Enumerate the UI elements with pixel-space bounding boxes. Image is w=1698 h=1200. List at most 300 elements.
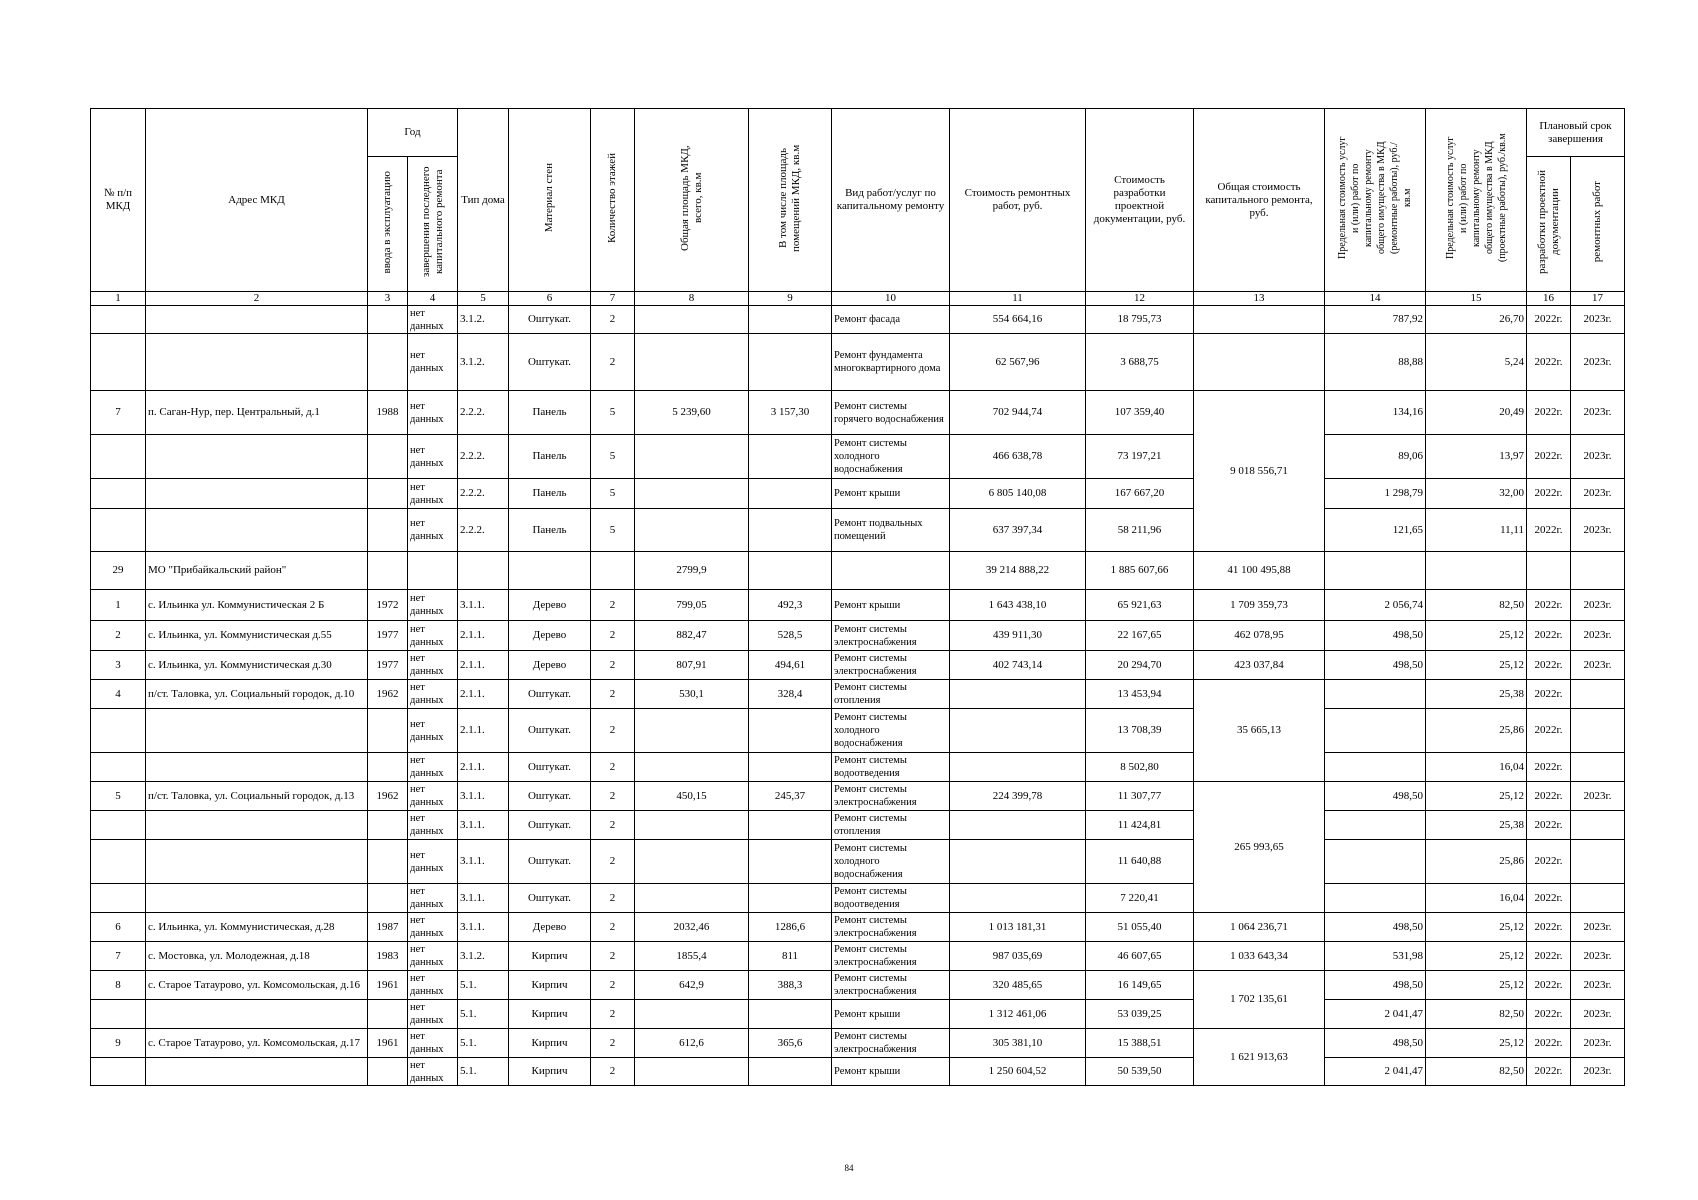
- cell-design-deadline: 2022г.: [1527, 811, 1571, 840]
- cell-mkd-number: [91, 435, 146, 479]
- cell-commissioning-year: [368, 709, 408, 753]
- cell-total-area: 450,15: [635, 782, 749, 811]
- cell-repair-deadline: [1571, 753, 1625, 782]
- cell-total-area: [635, 306, 749, 334]
- cell-work-type: Ремонт системы электроснабжения: [832, 1029, 950, 1058]
- header-wall-material: Материал стен: [509, 109, 591, 292]
- cell-house-type: 2.1.1.: [458, 680, 509, 709]
- cell-repair-cost: 987 035,69: [950, 942, 1086, 971]
- cell-total-area: [635, 334, 749, 391]
- cell-work-type: [832, 552, 950, 590]
- cell-wall-material: Кирпич: [509, 942, 591, 971]
- cell-wall-material: Дерево: [509, 913, 591, 942]
- cell-mkd-number: [91, 479, 146, 509]
- cell-limit-design: 25,12: [1426, 621, 1527, 651]
- cell-limit-repair: 2 056,74: [1325, 590, 1426, 621]
- cell-repair-cost: 439 911,30: [950, 621, 1086, 651]
- cell-work-type: Ремонт системы холодного водоснабжения: [832, 840, 950, 884]
- cell-total-area: 2799,9: [635, 552, 749, 590]
- cell-total-area: 530,1: [635, 680, 749, 709]
- cell-design-deadline: 2022г.: [1527, 840, 1571, 884]
- cell-total-area: [635, 479, 749, 509]
- cell-last-repair-year: нет данных: [408, 1000, 458, 1029]
- cell-address: с. Ильинка, ул. Коммунистическая, д.28: [146, 913, 368, 942]
- cell-total-cost: 1 621 913,63: [1194, 1029, 1325, 1086]
- cell-address: [146, 435, 368, 479]
- cell-house-type: 3.1.1.: [458, 782, 509, 811]
- cell-limit-design: 20,49: [1426, 391, 1527, 435]
- cell-commissioning-year: 1961: [368, 1029, 408, 1058]
- cell-repair-deadline: 2023г.: [1571, 1000, 1625, 1029]
- cell-repair-deadline: 2023г.: [1571, 306, 1625, 334]
- cell-work-type: Ремонт системы горячего водоснабжения: [832, 391, 950, 435]
- cell-limit-repair: 1 298,79: [1325, 479, 1426, 509]
- cell-repair-deadline: 2023г.: [1571, 942, 1625, 971]
- cell-premises-area: [749, 334, 832, 391]
- cell-limit-design: 25,38: [1426, 680, 1527, 709]
- cell-design-cost: 11 424,81: [1086, 811, 1194, 840]
- cell-total-area: 882,47: [635, 621, 749, 651]
- cell-total-cost: 423 037,84: [1194, 651, 1325, 680]
- cell-limit-repair: 2 041,47: [1325, 1000, 1426, 1029]
- cell-premises-area: 245,37: [749, 782, 832, 811]
- cell-commissioning-year: 1987: [368, 913, 408, 942]
- cell-repair-cost: 637 397,34: [950, 509, 1086, 552]
- cell-total-cost: 9 018 556,71: [1194, 391, 1325, 552]
- cell-address: [146, 709, 368, 753]
- cell-work-type: Ремонт системы отопления: [832, 680, 950, 709]
- table-row: [91, 306, 1625, 334]
- cell-floors: 5: [591, 391, 635, 435]
- cell-limit-repair: [1325, 840, 1426, 884]
- cell-design-deadline: 2022г.: [1527, 479, 1571, 509]
- cell-last-repair-year: нет данных: [408, 782, 458, 811]
- column-number: 2: [146, 292, 368, 306]
- cell-limit-repair: [1325, 884, 1426, 913]
- cell-wall-material: Панель: [509, 435, 591, 479]
- cell-design-cost: 22 167,65: [1086, 621, 1194, 651]
- cell-address: п/ст. Таловка, ул. Социальный городок, д.13: [146, 782, 368, 811]
- cell-wall-material: Оштукат.: [509, 782, 591, 811]
- cell-last-repair-year: нет данных: [408, 680, 458, 709]
- cell-repair-deadline: 2023г.: [1571, 621, 1625, 651]
- header-address: Адрес МКД: [146, 109, 368, 292]
- table-row: [91, 840, 1625, 884]
- cell-commissioning-year: 1977: [368, 621, 408, 651]
- cell-wall-material: Панель: [509, 479, 591, 509]
- cell-commissioning-year: 1961: [368, 971, 408, 1000]
- cell-work-type: Ремонт системы электроснабжения: [832, 621, 950, 651]
- cell-house-type: 2.1.1.: [458, 753, 509, 782]
- cell-commissioning-year: [368, 306, 408, 334]
- cell-limit-repair: 498,50: [1325, 971, 1426, 1000]
- header-last-repair-year: завершения последнего капитального ремонта: [408, 157, 458, 292]
- cell-design-cost: 16 149,65: [1086, 971, 1194, 1000]
- cell-repair-cost: 320 485,65: [950, 971, 1086, 1000]
- cell-address: с. Ильинка ул. Коммунистическая 2 Б: [146, 590, 368, 621]
- cell-design-deadline: 2022г.: [1527, 590, 1571, 621]
- table-row: [91, 435, 1625, 479]
- cell-limit-design: 16,04: [1426, 753, 1527, 782]
- header-total-cost: Общая стоимость капитального ремонта, руб.: [1194, 109, 1325, 292]
- cell-premises-area: 811: [749, 942, 832, 971]
- cell-design-deadline: 2022г.: [1527, 621, 1571, 651]
- cell-repair-deadline: 2023г.: [1571, 479, 1625, 509]
- cell-repair-deadline: [1571, 709, 1625, 753]
- cell-design-cost: 58 211,96: [1086, 509, 1194, 552]
- cell-premises-area: [749, 840, 832, 884]
- cell-limit-design: 16,04: [1426, 884, 1527, 913]
- cell-address: п/ст. Таловка, ул. Социальный городок, д.10: [146, 680, 368, 709]
- cell-commissioning-year: 1983: [368, 942, 408, 971]
- cell-limit-design: 25,86: [1426, 709, 1527, 753]
- cell-wall-material: Оштукат.: [509, 753, 591, 782]
- cell-work-type: Ремонт фундамента многоквартирного дома: [832, 334, 950, 391]
- cell-floors: 2: [591, 1000, 635, 1029]
- cell-total-area: [635, 840, 749, 884]
- cell-total-cost: 1 064 236,71: [1194, 913, 1325, 942]
- header-limit-design: Предельная стоимость услуг и (или) работ по капитальному ремонту общего имущества в МКД (проектные работы), руб./кв.м: [1426, 109, 1527, 292]
- cell-premises-area: [749, 753, 832, 782]
- cell-work-type: Ремонт системы электроснабжения: [832, 651, 950, 680]
- cell-repair-cost: 62 567,96: [950, 334, 1086, 391]
- cell-total-area: 642,9: [635, 971, 749, 1000]
- cell-mkd-number: 5: [91, 782, 146, 811]
- cell-design-deadline: 2022г.: [1527, 306, 1571, 334]
- page-number: 84: [844, 1163, 854, 1173]
- cell-design-cost: 107 359,40: [1086, 391, 1194, 435]
- header-commissioning-year: ввода в эксплуатацию: [368, 157, 408, 292]
- column-number-row: [91, 292, 1625, 306]
- cell-repair-cost: 224 399,78: [950, 782, 1086, 811]
- cell-limit-design: 5,24: [1426, 334, 1527, 391]
- table-row: [91, 1029, 1625, 1058]
- cell-mkd-number: 1: [91, 590, 146, 621]
- cell-repair-deadline: 2023г.: [1571, 334, 1625, 391]
- cell-design-cost: 51 055,40: [1086, 913, 1194, 942]
- cell-design-cost: 65 921,63: [1086, 590, 1194, 621]
- cell-commissioning-year: [368, 811, 408, 840]
- cell-design-cost: 15 388,51: [1086, 1029, 1194, 1058]
- cell-total-area: 807,91: [635, 651, 749, 680]
- cell-repair-cost: [950, 753, 1086, 782]
- cell-floors: 2: [591, 811, 635, 840]
- cell-design-cost: 8 502,80: [1086, 753, 1194, 782]
- cell-limit-repair: [1325, 753, 1426, 782]
- cell-last-repair-year: нет данных: [408, 840, 458, 884]
- table-row: [91, 590, 1625, 621]
- cell-design-cost: 53 039,25: [1086, 1000, 1194, 1029]
- cell-last-repair-year: нет данных: [408, 709, 458, 753]
- table-row: [91, 509, 1625, 552]
- cell-repair-cost: [950, 680, 1086, 709]
- cell-mkd-number: [91, 709, 146, 753]
- cell-last-repair-year: [408, 552, 458, 590]
- cell-wall-material: Оштукат.: [509, 811, 591, 840]
- cell-premises-area: 328,4: [749, 680, 832, 709]
- cell-floors: 2: [591, 942, 635, 971]
- cell-house-type: 2.2.2.: [458, 509, 509, 552]
- header-premises-area: В том числе площадь помещений МКД, кв.м: [749, 109, 832, 292]
- table-row: [91, 942, 1625, 971]
- column-number: 17: [1571, 292, 1625, 306]
- cell-repair-cost: [950, 709, 1086, 753]
- cell-last-repair-year: нет данных: [408, 306, 458, 334]
- cell-design-deadline: 2022г.: [1527, 913, 1571, 942]
- cell-limit-design: 25,38: [1426, 811, 1527, 840]
- cell-work-type: Ремонт крыши: [832, 1000, 950, 1029]
- cell-limit-design: 11,11: [1426, 509, 1527, 552]
- cell-limit-design: 13,97: [1426, 435, 1527, 479]
- cell-limit-repair: 134,16: [1325, 391, 1426, 435]
- cell-limit-design: 25,12: [1426, 971, 1527, 1000]
- cell-total-cost: 462 078,95: [1194, 621, 1325, 651]
- cell-limit-design: 82,50: [1426, 1058, 1527, 1086]
- cell-design-deadline: 2022г.: [1527, 509, 1571, 552]
- cell-wall-material: Кирпич: [509, 1029, 591, 1058]
- cell-repair-deadline: 2023г.: [1571, 913, 1625, 942]
- cell-mkd-number: [91, 334, 146, 391]
- cell-design-cost: 13 453,94: [1086, 680, 1194, 709]
- cell-design-deadline: 2022г.: [1527, 334, 1571, 391]
- cell-wall-material: Панель: [509, 391, 591, 435]
- cell-repair-cost: 466 638,78: [950, 435, 1086, 479]
- cell-work-type: Ремонт фасада: [832, 306, 950, 334]
- column-number: 3: [368, 292, 408, 306]
- cell-repair-deadline: [1571, 552, 1625, 590]
- cell-limit-design: [1426, 552, 1527, 590]
- cell-commissioning-year: [368, 840, 408, 884]
- column-number: 9: [749, 292, 832, 306]
- cell-limit-design: 25,12: [1426, 913, 1527, 942]
- cell-mkd-number: [91, 811, 146, 840]
- cell-house-type: [458, 552, 509, 590]
- cell-last-repair-year: нет данных: [408, 651, 458, 680]
- cell-total-area: [635, 1000, 749, 1029]
- cell-total-cost: 1 702 135,61: [1194, 971, 1325, 1029]
- cell-floors: 5: [591, 479, 635, 509]
- cell-address: МО "Прибайкальский район": [146, 552, 368, 590]
- cell-mkd-number: [91, 509, 146, 552]
- cell-address: п. Саган-Нур, пер. Центральный, д.1: [146, 391, 368, 435]
- cell-mkd-number: 8: [91, 971, 146, 1000]
- column-number: 7: [591, 292, 635, 306]
- cell-total-area: [635, 709, 749, 753]
- cell-design-cost: 1 885 607,66: [1086, 552, 1194, 590]
- cell-floors: 2: [591, 1058, 635, 1086]
- cell-mkd-number: [91, 306, 146, 334]
- cell-house-type: 2.2.2.: [458, 391, 509, 435]
- cell-design-deadline: 2022г.: [1527, 753, 1571, 782]
- cell-mkd-number: [91, 753, 146, 782]
- cell-house-type: 3.1.2.: [458, 306, 509, 334]
- cell-house-type: 3.1.1.: [458, 913, 509, 942]
- cell-floors: 5: [591, 509, 635, 552]
- cell-design-deadline: 2022г.: [1527, 709, 1571, 753]
- cell-limit-design: 26,70: [1426, 306, 1527, 334]
- cell-premises-area: 494,61: [749, 651, 832, 680]
- table-row: [91, 884, 1625, 913]
- cell-address: [146, 1058, 368, 1086]
- cell-mkd-number: 29: [91, 552, 146, 590]
- cell-limit-repair: [1325, 680, 1426, 709]
- cell-limit-repair: 498,50: [1325, 621, 1426, 651]
- cell-floors: 2: [591, 709, 635, 753]
- column-number: 11: [950, 292, 1086, 306]
- column-number: 14: [1325, 292, 1426, 306]
- cell-address: с. Мостовка, ул. Молодежная, д.18: [146, 942, 368, 971]
- cell-premises-area: [749, 552, 832, 590]
- cell-work-type: Ремонт системы электроснабжения: [832, 942, 950, 971]
- cell-repair-deadline: 2023г.: [1571, 1029, 1625, 1058]
- cell-last-repair-year: нет данных: [408, 1058, 458, 1086]
- cell-last-repair-year: нет данных: [408, 479, 458, 509]
- cell-floors: 5: [591, 435, 635, 479]
- cell-mkd-number: [91, 840, 146, 884]
- cell-mkd-number: 7: [91, 942, 146, 971]
- cell-design-deadline: [1527, 552, 1571, 590]
- cell-design-cost: 13 708,39: [1086, 709, 1194, 753]
- header-design-deadline: разработки проектной документации: [1527, 157, 1571, 292]
- cell-last-repair-year: нет данных: [408, 509, 458, 552]
- cell-commissioning-year: [368, 479, 408, 509]
- cell-floors: 2: [591, 306, 635, 334]
- cell-last-repair-year: нет данных: [408, 884, 458, 913]
- cell-limit-repair: 121,65: [1325, 509, 1426, 552]
- cell-design-deadline: 2022г.: [1527, 884, 1571, 913]
- cell-total-area: 1855,4: [635, 942, 749, 971]
- table-row: [91, 709, 1625, 753]
- cell-mkd-number: 2: [91, 621, 146, 651]
- cell-limit-design: 82,50: [1426, 1000, 1527, 1029]
- cell-limit-repair: [1325, 552, 1426, 590]
- cell-total-area: [635, 811, 749, 840]
- table-row: [91, 479, 1625, 509]
- column-number: 4: [408, 292, 458, 306]
- cell-design-deadline: 2022г.: [1527, 1000, 1571, 1029]
- cell-limit-repair: 498,50: [1325, 1029, 1426, 1058]
- cell-premises-area: 528,5: [749, 621, 832, 651]
- cell-last-repair-year: нет данных: [408, 391, 458, 435]
- cell-premises-area: [749, 811, 832, 840]
- cell-repair-deadline: 2023г.: [1571, 971, 1625, 1000]
- cell-total-cost: 41 100 495,88: [1194, 552, 1325, 590]
- cell-premises-area: [749, 509, 832, 552]
- cell-design-cost: 11 307,77: [1086, 782, 1194, 811]
- cell-work-type: Ремонт крыши: [832, 590, 950, 621]
- cell-limit-repair: [1325, 709, 1426, 753]
- cell-floors: 2: [591, 334, 635, 391]
- cell-limit-repair: 2 041,47: [1325, 1058, 1426, 1086]
- cell-house-type: 5.1.: [458, 1000, 509, 1029]
- cell-address: с. Старое Татаурово, ул. Комсомольская, д.16: [146, 971, 368, 1000]
- cell-house-type: 2.2.2.: [458, 479, 509, 509]
- cell-house-type: 5.1.: [458, 1029, 509, 1058]
- column-number: 15: [1426, 292, 1527, 306]
- cell-premises-area: 1286,6: [749, 913, 832, 942]
- cell-floors: 2: [591, 651, 635, 680]
- cell-premises-area: [749, 435, 832, 479]
- cell-design-deadline: 2022г.: [1527, 971, 1571, 1000]
- cell-last-repair-year: нет данных: [408, 1029, 458, 1058]
- column-number: 5: [458, 292, 509, 306]
- cell-address: [146, 334, 368, 391]
- cell-floors: 2: [591, 753, 635, 782]
- cell-work-type: Ремонт системы электроснабжения: [832, 971, 950, 1000]
- cell-total-area: [635, 1058, 749, 1086]
- cell-design-cost: 18 795,73: [1086, 306, 1194, 334]
- cell-last-repair-year: нет данных: [408, 435, 458, 479]
- cell-repair-cost: [950, 811, 1086, 840]
- cell-commissioning-year: 1962: [368, 680, 408, 709]
- cell-repair-deadline: 2023г.: [1571, 782, 1625, 811]
- cell-limit-repair: 498,50: [1325, 782, 1426, 811]
- cell-limit-design: 82,50: [1426, 590, 1527, 621]
- header-plan-group: Плановый срок завершения: [1527, 109, 1625, 157]
- cell-premises-area: [749, 709, 832, 753]
- cell-last-repair-year: нет данных: [408, 942, 458, 971]
- table-row: [91, 391, 1625, 435]
- header-house-type: Тип дома: [458, 109, 509, 292]
- column-number: 10: [832, 292, 950, 306]
- cell-repair-cost: 1 643 438,10: [950, 590, 1086, 621]
- header-year-group: Год: [368, 109, 458, 157]
- district-total-row: [91, 552, 1625, 590]
- column-number: 12: [1086, 292, 1194, 306]
- cell-repair-deadline: 2023г.: [1571, 1058, 1625, 1086]
- cell-floors: [591, 552, 635, 590]
- cell-design-cost: 20 294,70: [1086, 651, 1194, 680]
- cell-limit-design: 25,86: [1426, 840, 1527, 884]
- cell-work-type: Ремонт системы холодного водоснабжения: [832, 709, 950, 753]
- cell-repair-cost: 1 312 461,06: [950, 1000, 1086, 1029]
- cell-limit-design: 25,12: [1426, 651, 1527, 680]
- cell-house-type: 3.1.1.: [458, 811, 509, 840]
- cell-design-cost: 46 607,65: [1086, 942, 1194, 971]
- cell-design-cost: 3 688,75: [1086, 334, 1194, 391]
- cell-premises-area: 492,3: [749, 590, 832, 621]
- table-row: [91, 753, 1625, 782]
- cell-repair-cost: 39 214 888,22: [950, 552, 1086, 590]
- cell-design-cost: 50 539,50: [1086, 1058, 1194, 1086]
- cell-repair-cost: 554 664,16: [950, 306, 1086, 334]
- cell-mkd-number: 7: [91, 391, 146, 435]
- cell-last-repair-year: нет данных: [408, 811, 458, 840]
- cell-commissioning-year: [368, 884, 408, 913]
- cell-total-area: 2032,46: [635, 913, 749, 942]
- table-row: [91, 680, 1625, 709]
- cell-house-type: 2.1.1.: [458, 709, 509, 753]
- cell-total-cost: [1194, 334, 1325, 391]
- cell-wall-material: Оштукат.: [509, 884, 591, 913]
- cell-mkd-number: 9: [91, 1029, 146, 1058]
- cell-repair-cost: 1 013 181,31: [950, 913, 1086, 942]
- cell-limit-repair: 88,88: [1325, 334, 1426, 391]
- column-number: 13: [1194, 292, 1325, 306]
- table-row: [91, 782, 1625, 811]
- cell-design-cost: 11 640,88: [1086, 840, 1194, 884]
- cell-repair-deadline: [1571, 811, 1625, 840]
- cell-wall-material: Оштукат.: [509, 334, 591, 391]
- cell-total-area: 799,05: [635, 590, 749, 621]
- cell-limit-design: 25,12: [1426, 1029, 1527, 1058]
- cell-commissioning-year: [368, 334, 408, 391]
- cell-address: [146, 509, 368, 552]
- cell-repair-cost: 305 381,10: [950, 1029, 1086, 1058]
- cell-total-cost: 35 665,13: [1194, 680, 1325, 782]
- cell-design-deadline: 2022г.: [1527, 435, 1571, 479]
- cell-limit-design: 25,12: [1426, 782, 1527, 811]
